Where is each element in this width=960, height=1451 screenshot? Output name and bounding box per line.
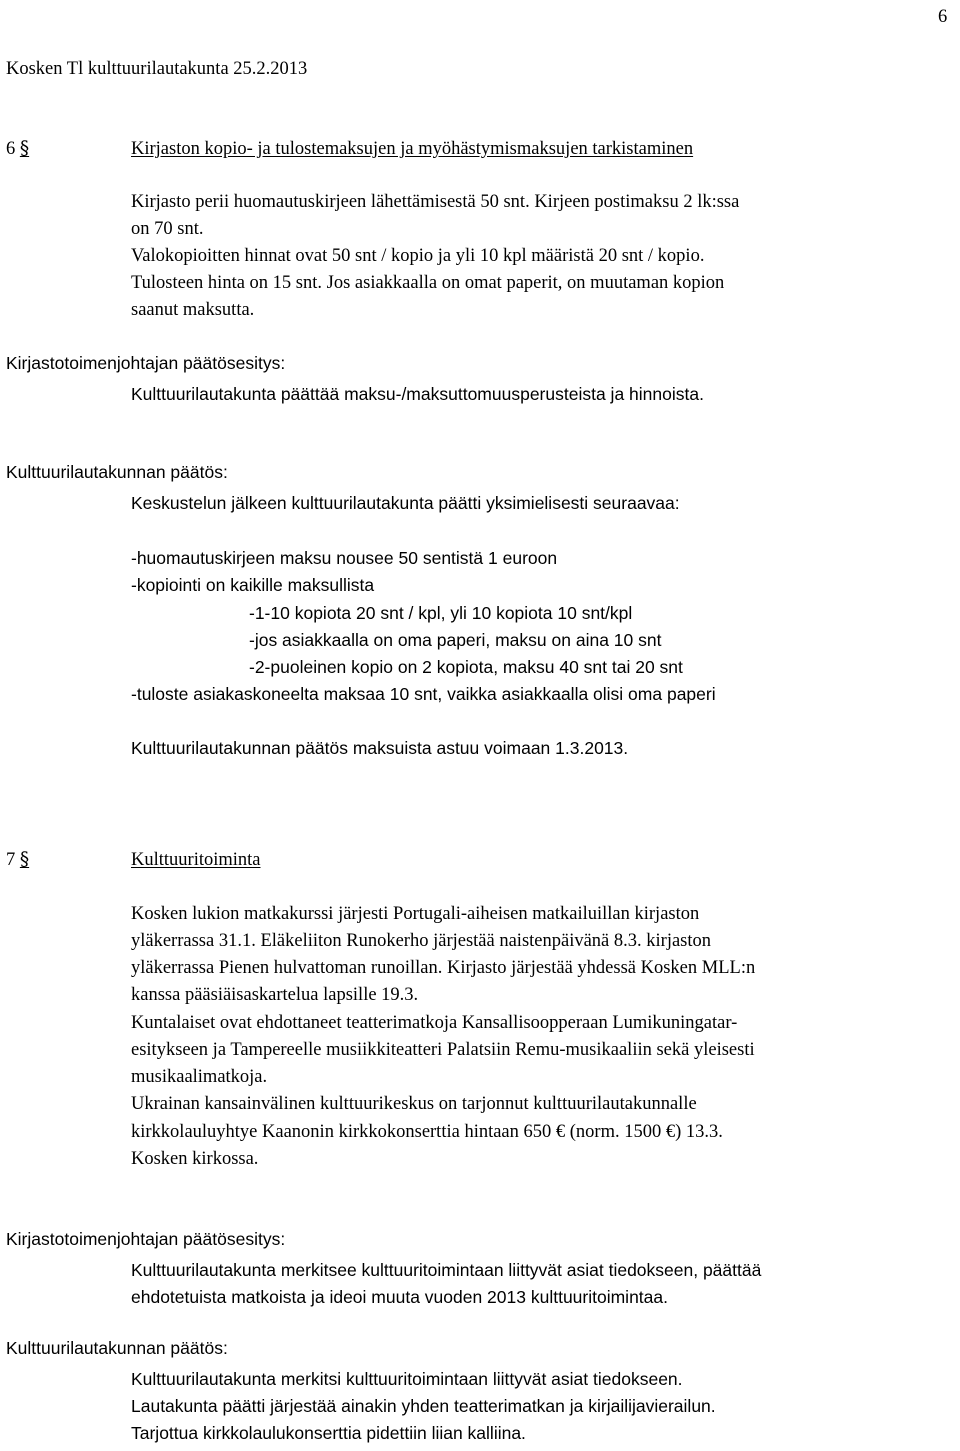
decision-item: -kopiointi on kaikille maksullista: [131, 575, 375, 595]
section-7-decision-line: Kulttuurilautakunta merkitsi kulttuuritoimintaan liittyvät asiat tiedokseen.: [131, 1369, 683, 1389]
section-7-proposal-label: Kirjastotoimenjohtajan päätösesitys:: [6, 1229, 286, 1249]
section-7-body-line: musikaalimatkoja.: [131, 1067, 268, 1087]
section-7-proposal-line: Kulttuurilautakunta merkitsee kulttuuritoimintaan liittyvät asiat tiedokseen, päättää: [131, 1260, 762, 1280]
section-7-body-line: esitykseen ja Tampereelle musiikkiteatteri Palatsiin Remu-musikaaliin sekä yleisesti: [131, 1040, 755, 1060]
section-symbol: §: [19, 849, 30, 870]
section-symbol: §: [19, 138, 30, 159]
section-7-decision-line: Lautakunta päätti järjestää ainakin yhden teatterimatkan ja kirjailijavierailun.: [131, 1396, 716, 1416]
section-6-decision-effective: Kulttuurilautakunnan päätös maksuista astuu voimaan 1.3.2013.: [131, 738, 629, 758]
section-7-decision-label: Kulttuurilautakunnan päätös:: [6, 1338, 228, 1358]
decision-subitem: -jos asiakkaalla on oma paperi, maksu on aina 10 snt: [249, 630, 662, 650]
section-7-body-line: kirkkolauluyhtye Kaanonin kirkkokonserttia hintaan 650 € (norm. 1500 €) 13.3.: [131, 1122, 723, 1142]
section-number: 6: [6, 139, 16, 159]
section-7-body-line: Kosken kirkossa.: [131, 1149, 259, 1169]
section-7-body-line: Ukrainan kansainvälinen kulttuurikeskus on tarjonnut kulttuurilautakunnalle: [131, 1094, 697, 1114]
decision-item: -huomautuskirjeen maksu nousee 50 sentistä 1 euroon: [131, 548, 558, 568]
decision-subitem: -1-10 kopiota 20 snt / kpl, yli 10 kopiota 10 snt/kpl: [249, 603, 633, 623]
decision-item: -tuloste asiakaskoneelta maksaa 10 snt, vaikka asiakkaalla olisi oma paperi: [131, 684, 716, 704]
section-6-body-line: on 70 snt.: [131, 219, 204, 239]
section-7-body-line: yläkerrassa Pienen hulvattoman runoillan. Kirjasto järjestää yhdessä Kosken MLL:n: [131, 958, 756, 978]
page-number: 6: [938, 7, 948, 27]
document-header: Kosken Tl kulttuurilautakunta 25.2.2013: [6, 59, 308, 79]
section-7-decision-line: Tarjottua kirkkolaulukonserttia pidettiin liian kalliina.: [131, 1423, 526, 1443]
section-7-number: [6, 851, 29, 870]
section-6-body-line: Tulosteen hinta on 15 snt. Jos asiakkaalla on omat paperit, on muutaman kopion: [131, 273, 725, 293]
section-6-body-line: Kirjasto perii huomautuskirjeen lähettämisestä 50 snt. Kirjeen postimaksu 2 lk:ssa: [131, 192, 740, 212]
section-6-proposal-text: Kulttuurilautakunta päättää maksu-/maksuttomuusperusteista ja hinnoista.: [131, 384, 704, 404]
section-6-decision-label: Kulttuurilautakunnan päätös:: [6, 462, 228, 482]
section-6-body-line: saanut maksutta.: [131, 300, 255, 320]
section-7-proposal-line: ehdotetuista matkoista ja ideoi muuta vuoden 2013 kulttuuritoimintaa.: [131, 1287, 668, 1307]
section-7-body-line: kanssa pääsiäisaskartelua lapsille 19.3.: [131, 985, 419, 1005]
section-6-title: Kirjaston kopio- ja tulostemaksujen ja myöhästymismaksujen tarkistaminen: [131, 139, 694, 159]
section-7-body-line: Kuntalaiset ovat ehdottaneet teatterimatkoja Kansallisoopperaan Lumikuningatar-: [131, 1013, 738, 1033]
section-7-body-line: yläkerrassa 31.1. Eläkeliiton Runokerho järjestää naistenpäivänä 8.3. kirjaston: [131, 931, 712, 951]
section-number: 7: [6, 850, 16, 870]
section-6-decision-intro: Keskustelun jälkeen kulttuurilautakunta päätti yksimielisesti seuraavaa:: [131, 493, 680, 513]
section-6-body-line: Valokopioitten hinnat ovat 50 snt / kopio ja yli 10 kpl määristä 20 snt / kopio.: [131, 246, 705, 266]
section-6-proposal-label: Kirjastotoimenjohtajan päätösesitys:: [6, 353, 286, 373]
section-7-title: Kulttuuritoiminta: [131, 850, 261, 870]
decision-subitem: -2-puoleinen kopio on 2 kopiota, maksu 40 snt tai 20 snt: [249, 657, 683, 677]
section-7-body-line: Kosken lukion matkakurssi järjesti Portugali-aiheisen matkailuillan kirjaston: [131, 904, 700, 924]
section-6-number: [6, 140, 29, 159]
